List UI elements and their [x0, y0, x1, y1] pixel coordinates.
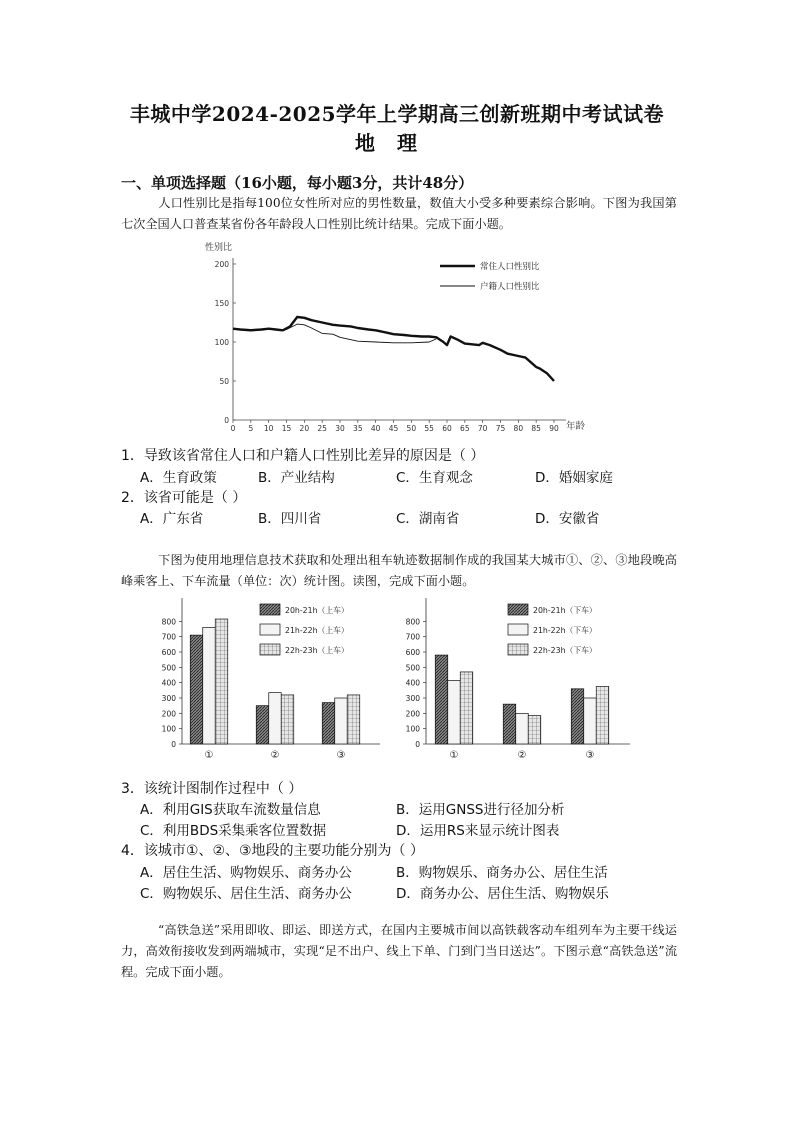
- bar-2-series-2: [269, 693, 282, 744]
- q4-option-b[interactable]: B．购物娱乐、商务办公、居住生活: [396, 865, 608, 881]
- q4-option-a[interactable]: A．居住生活、购物娱乐、商务办公: [140, 865, 352, 881]
- y-tick-label: 0: [171, 740, 176, 749]
- x-tick-label: 30: [335, 424, 345, 433]
- q3-option-b[interactable]: B．运用GNSS进行径加分析: [396, 802, 565, 818]
- x-tick-label: 80: [513, 424, 524, 433]
- x-tick-label: 35: [353, 424, 363, 433]
- legend-label-1: 常住人口性别比: [480, 262, 540, 272]
- legend-label-3: 22h-23h（下车）: [533, 646, 597, 655]
- x-tick-label: 90: [549, 424, 559, 433]
- exam-subject: 地理: [355, 131, 439, 155]
- y-tick-label: 200: [214, 260, 229, 269]
- q2-option-a[interactable]: A．广东省: [140, 511, 204, 527]
- y-tick-label: 800: [161, 617, 176, 627]
- bar-1-series-3: [215, 619, 228, 744]
- passage-2-text: 下图为使用地理信息技术获取和处理出租车轨迹数据制作成的我国某大城市①、②、③地段晚高峰乘客上、下车流量（单位：次）统计图。读图，完成下面小题。: [121, 553, 677, 588]
- passage-1: [121, 193, 677, 235]
- bar-1-series-2: [203, 627, 216, 744]
- q1-option-b[interactable]: B．产业结构: [258, 470, 335, 486]
- y-tick-label: 200: [405, 709, 420, 719]
- legend-swatch-3: [260, 644, 280, 655]
- q4-option-c[interactable]: C．购物娱乐、居住生活、商务办公: [140, 886, 352, 902]
- category-label-1: ①: [449, 750, 459, 761]
- x-tick-label: 60: [442, 424, 452, 433]
- q3-option-a[interactable]: A．利用GIS获取车流数量信息: [140, 802, 321, 818]
- legend-label-2: 21h-22h（上车）: [285, 626, 349, 635]
- x-axis-label: 年龄: [566, 421, 586, 432]
- bar-2-series-1: [256, 706, 269, 744]
- category-label-1: ①: [204, 750, 214, 761]
- y-tick-label: 700: [161, 632, 176, 642]
- y-tick-label: 500: [161, 663, 176, 673]
- x-tick-label: 25: [317, 424, 327, 433]
- x-tick-label: 0: [230, 424, 236, 433]
- y-tick-label: 100: [214, 338, 229, 347]
- section-heading: 一、单项选择题（16小题，每小题3分，共计48分）: [121, 174, 474, 192]
- passage-1-text: 人口性别比是指每100位女性所对应的男性数量，数值大小受多种要素综合影响。下图为我国第七次全国人口普查某省份各年龄段人口性别比统计结果。完成下面小题。: [121, 196, 677, 231]
- bar-3-series-1: [571, 689, 584, 744]
- x-tick-label: 70: [477, 424, 488, 433]
- series-line-2: [233, 324, 436, 343]
- y-tick-label: 200: [161, 709, 176, 719]
- question-3: 3．该统计图制作过程中（ ）: [121, 781, 303, 797]
- bar-3-series-3: [596, 687, 609, 745]
- alighting-bar-chart: [388, 598, 638, 770]
- category-label-3: ③: [585, 750, 595, 761]
- q3-option-d[interactable]: D．运用RS来显示统计图表: [396, 823, 560, 839]
- x-tick-label: 10: [263, 424, 274, 433]
- legend-swatch-1: [508, 604, 528, 615]
- y-tick-label: 500: [405, 663, 420, 673]
- passage-3: [121, 920, 677, 983]
- y-tick-label: 50: [219, 377, 229, 386]
- y-tick-label: 0: [415, 740, 420, 749]
- x-tick-label: 85: [531, 424, 541, 433]
- category-label-2: ②: [517, 750, 527, 761]
- bar-3-series-1: [322, 703, 335, 744]
- x-tick-label: 55: [424, 424, 434, 433]
- q2-option-b[interactable]: B．四川省: [258, 511, 322, 527]
- y-tick-label: 700: [405, 632, 420, 642]
- bar-2-series-3: [528, 716, 541, 744]
- q2-option-d[interactable]: D．安徽省: [535, 511, 600, 527]
- q2-option-c[interactable]: C．湖南省: [396, 511, 460, 527]
- passage-3-text: “高铁急送”采用即收、即运、即送方式，在国内主要城市间以高铁载客动车组列车为主要干线运力，高效衔接收发到两端城市，实现“足不出户、线上下单、门到门当日送达”。下图示意“高铁急送”流程。完成下面小题。: [121, 923, 677, 979]
- legend-swatch-2: [260, 624, 280, 635]
- legend-swatch-3: [508, 644, 528, 655]
- y-tick-label: 600: [161, 648, 176, 657]
- exam-title: 丰城中学2024-2025学年上学期高三创新班期中考试试卷: [129, 102, 665, 126]
- q3-option-c[interactable]: C．利用BDS采集乘客位置数据: [140, 823, 327, 839]
- y-tick-label: 600: [405, 648, 420, 657]
- q1-option-c[interactable]: C．生育观念: [396, 470, 473, 486]
- question-2: 2．该省可能是（ ）: [121, 490, 247, 506]
- bar-2-series-2: [516, 713, 529, 744]
- legend-label-3: 22h-23h（上车）: [285, 646, 349, 655]
- legend-label-2: 户籍人口性别比: [480, 282, 540, 292]
- legend-label-1: 20h-21h（下车）: [533, 606, 597, 615]
- sex-ratio-chart: [195, 240, 595, 440]
- x-tick-label: 20: [299, 424, 310, 433]
- y-tick-label: 800: [405, 617, 420, 627]
- boarding-bar-chart: [148, 598, 388, 770]
- category-label-2: ②: [270, 750, 280, 761]
- x-tick-label: 45: [388, 424, 399, 433]
- bar-1-series-1: [190, 635, 203, 744]
- legend-swatch-2: [508, 624, 528, 635]
- y-tick-label: 400: [161, 678, 176, 688]
- category-label-3: ③: [336, 750, 346, 761]
- y-tick-label: 300: [161, 694, 176, 703]
- legend-label-2: 21h-22h（下车）: [533, 626, 597, 635]
- x-tick-label: 75: [495, 424, 506, 433]
- bar-3-series-2: [584, 698, 597, 744]
- x-tick-label: 65: [460, 424, 470, 433]
- legend-swatch-1: [260, 604, 280, 615]
- question-4: 4．该城市①、②、③地段的主要功能分别为（ ）: [121, 843, 425, 859]
- y-tick-label: 400: [405, 678, 420, 688]
- bar-1-series-3: [460, 672, 473, 744]
- y-tick-label: 0: [224, 416, 229, 425]
- bar-1-series-1: [435, 655, 448, 744]
- bar-2-series-1: [503, 704, 516, 744]
- x-tick-label: 40: [370, 424, 381, 433]
- bar-2-series-3: [281, 695, 294, 744]
- x-tick-label: 5: [248, 424, 254, 433]
- q1-option-a[interactable]: A．生育政策: [140, 470, 217, 486]
- bar-1-series-2: [448, 680, 461, 744]
- bar-3-series-3: [347, 695, 360, 744]
- q1-option-d[interactable]: D．婚姻家庭: [535, 470, 613, 486]
- y-tick-label: 300: [405, 694, 420, 703]
- x-tick-label: 15: [281, 424, 292, 433]
- q4-option-d[interactable]: D．商务办公、居住生活、购物娱乐: [396, 886, 609, 902]
- series-line-1: [233, 317, 554, 381]
- passage-2: [121, 550, 677, 592]
- y-tick-label: 100: [161, 724, 176, 734]
- question-1: 1．导致该省常住人口和户籍人口性别比差异的原因是（ ）: [121, 448, 485, 464]
- legend-label-1: 20h-21h（上车）: [285, 606, 349, 615]
- y-tick-label: 150: [214, 299, 229, 308]
- y-axis-label: 性别比: [205, 243, 233, 253]
- x-tick-label: 50: [406, 424, 417, 433]
- y-tick-label: 100: [405, 724, 420, 734]
- bar-3-series-2: [335, 698, 348, 744]
